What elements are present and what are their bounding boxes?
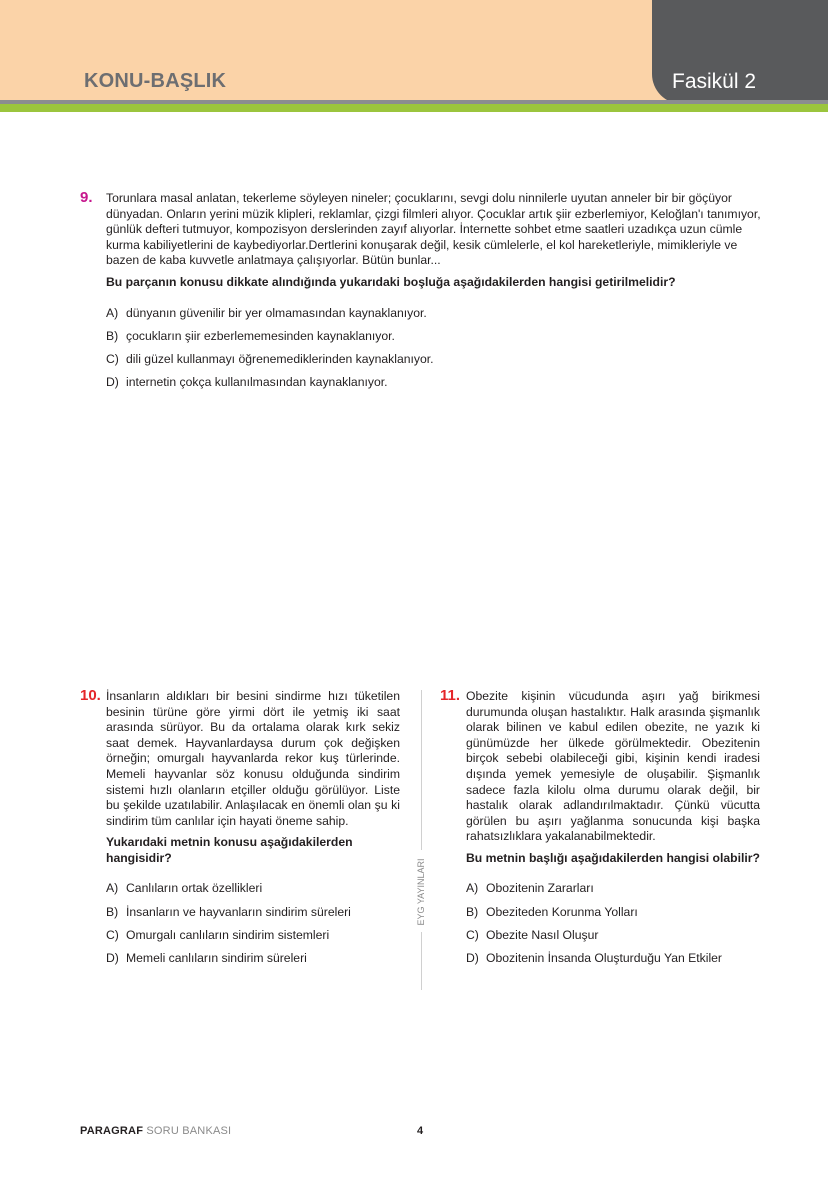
option-c[interactable] xyxy=(106,928,329,943)
column-divider xyxy=(421,690,422,990)
question-11-prompt: Bu metnin başlığı aşağıdakilerden hangisi olabilir? xyxy=(466,851,760,865)
question-10-prompt: Yukarıdaki metnin konusu aşağıdakilerden hangisidir? xyxy=(106,835,353,865)
option-text: dili güzel kullanmayı öğrenemediklerinden kaynaklanıyor. xyxy=(126,352,434,366)
option-text: Obozitenin Zararları xyxy=(486,881,594,895)
option-text: Omurgalı canlıların sindirim sistemleri xyxy=(126,928,330,942)
option-text: Obezite Nasıl Oluşur xyxy=(486,928,599,942)
text-line: günlük defteri tutmuyor, kompozisyon derslerinden zayıf alıyorlar. İnternette sohbet etme saatleri uzadıkça uzun cümle xyxy=(106,222,743,237)
text-line: bazen de kaba kuvvetle anlatmaya çalışıyorlar. Bütün bunlar... xyxy=(106,253,441,268)
option-text: Obeziteden Korunma Yolları xyxy=(486,905,638,919)
option-d[interactable] xyxy=(106,375,388,390)
option-letter: B) xyxy=(106,905,119,919)
option-letter: C) xyxy=(106,928,119,942)
text-line: dünyadan. Onların yerini müzik klipleri, reklamlar, çizgi filmleri alıyor. Çocuklar artık şiir ezberlemiyor, Keloğlan'ı tanımıyor, xyxy=(106,206,761,221)
footer-book-bold: PARAGRAF xyxy=(80,1125,144,1137)
option-text: dünyanın güvenilir bir yer olmamasından kaynaklanıyor. xyxy=(126,306,427,320)
option-letter: B) xyxy=(106,329,119,343)
option-letter: D) xyxy=(106,375,119,389)
question-9-prompt: Bu parçanın konusu dikkate alındığında yukarıdaki boşluğa aşağıdakilerden hangisi getirilmelidir? xyxy=(106,275,676,289)
option-letter: A) xyxy=(466,881,479,895)
question-number: 9. xyxy=(80,189,93,206)
option-a[interactable] xyxy=(106,881,262,896)
question-number: 11. xyxy=(440,687,461,704)
text-line: Torunlara masal anlatan, tekerleme söyleyen nineler; çocuklarını, sevgi dolu ninnilerle uyutan anneler bir bir göçüyor xyxy=(106,191,732,205)
option-letter: C) xyxy=(106,352,119,366)
option-b[interactable] xyxy=(106,905,351,920)
option-letter: C) xyxy=(466,928,479,942)
footer-book-light: SORU BANKASI xyxy=(146,1125,232,1137)
option-b[interactable] xyxy=(466,905,638,920)
option-a[interactable] xyxy=(106,306,427,321)
option-d[interactable] xyxy=(106,951,307,966)
topic-title: KONU-BAŞLIK xyxy=(84,70,227,92)
text-line: kurma kabiliyetlerini de kaybediyorlar.Dertlerini konuşarak değil, kesik cümlelerle, el kol hareketleriyle, mimikleriyle ve xyxy=(106,237,738,252)
page-number: 4 xyxy=(417,1125,424,1137)
option-text: internetin çokça kullanılmasından kaynaklanıyor. xyxy=(126,375,388,389)
option-d[interactable] xyxy=(466,951,722,966)
publisher-label: EYG YAYINLARI xyxy=(416,858,426,926)
option-b[interactable] xyxy=(106,329,395,344)
option-c[interactable] xyxy=(106,352,434,367)
question-11-text: Obezite kişinin vücudunda aşırı yağ birikmesi durumunda oluşan hastalıktır. Halk arasında şişmanlık olarak bilinen ve kabul edilen obezite, ne yazık ki günümüzde her ülkede görülmektedir. Obezitenin birçok sebebi olabileceği gibi, kişinin kendi iradesi dışında yemek yemesiyle de oluşabilir. Şişmanlık sadece fazla kilolu olma durumu olarak değil, bir hastalık olarak adlandırılmaktadır. Çünkü vücutta görülen bu aşırı yağlanma sonucunda kişi başka rahatsızlıklara yakalanabilmektedir. xyxy=(466,689,760,844)
option-letter: A) xyxy=(106,881,119,895)
option-letter: D) xyxy=(466,951,479,965)
option-c[interactable] xyxy=(466,928,598,943)
option-letter: B) xyxy=(466,905,479,919)
option-letter: A) xyxy=(106,306,119,320)
option-a[interactable] xyxy=(466,881,594,896)
fascicle-label: Fasikül 2 xyxy=(672,70,757,93)
option-text: Memeli canlıların sindirim süreleri xyxy=(126,951,307,965)
option-text: Obozitenin İnsanda Oluşturduğu Yan Etkiler xyxy=(486,951,722,965)
question-number: 10. xyxy=(80,687,101,704)
header-accent-stripe xyxy=(0,104,828,112)
question-10-text: İnsanların aldıkları bir besini sindirme hızı tüketilen besinin türüne göre yirmi dört ile yetmiş iki saat arasında sürüyor. Bu da ortalama olarak kırk sekiz saat demek. Hayvanlardaysa durum çok değişken örneğin; omurgalı hayvanlarda rekor kuş türlerinde. Memeli hayvanlar söz konusu olduğunda sindirim sistemi hızlı olanların etçiller olduğu görülüyor. Liste bu şekilde uzatılabilir. Anlaşılacak en önemli olan şu ki sindirim tüm canlılar için hayati öneme sahip. xyxy=(106,689,400,828)
question-9-text xyxy=(106,191,766,269)
footer-book-title xyxy=(80,1125,231,1137)
option-text: Canlıların ortak özellikleri xyxy=(126,881,263,895)
option-text: çocukların şiir ezberlememesinden kaynaklanıyor. xyxy=(126,329,395,343)
option-text: İnsanların ve hayvanların sindirim süreleri xyxy=(126,905,351,919)
option-letter: D) xyxy=(106,951,119,965)
